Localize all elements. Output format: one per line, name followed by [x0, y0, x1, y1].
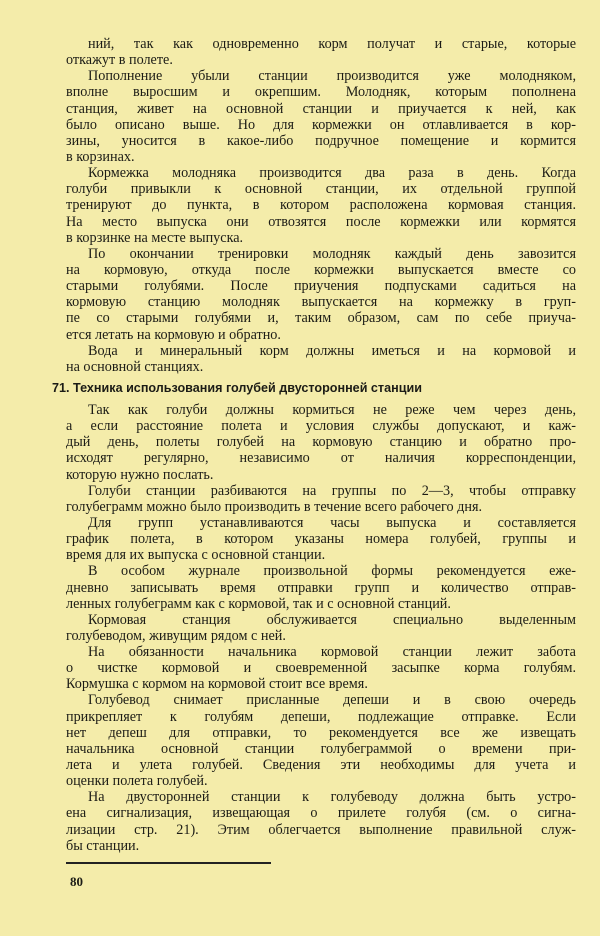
paragraph — [66, 612, 576, 644]
paragraph — [66, 483, 576, 515]
text-line: бы станции. — [66, 837, 140, 854]
text-line: начальника основной станции голубеграммой о времени при- — [66, 740, 576, 757]
text-line: зины, уносится в какое-либо подручное помещение и кормится — [66, 132, 576, 149]
text-line: а если расстояние полета и условия службы допускают, и каж- — [66, 418, 576, 435]
paragraph — [66, 68, 576, 165]
text-line: Кормежка молодняка производится два раза в день. Когда — [88, 165, 576, 182]
text-line: Голуби станции разбиваются на группы по 2—3, чтобы отправку — [88, 482, 576, 499]
paragraph — [66, 36, 576, 68]
page-body — [52, 36, 576, 854]
text-line: кормовую станцию молодняк выпускается на кормежку в груп- — [66, 294, 576, 311]
text-line: исходят регулярно, независимо от наличия корреспонденции, — [66, 450, 576, 467]
paragraph — [66, 515, 576, 563]
text-line: Пополнение убыли станции производится уже молодняком, — [88, 68, 576, 85]
text-line: На двусторонней станции к голубеводу должна быть устро- — [88, 789, 576, 806]
text-line: ется летать на кормовую и обратно. — [66, 326, 281, 343]
text-line: оценки полета голубей. — [66, 773, 208, 790]
text-line: лета и улета голубей. Сведения эти необходимы для учета и — [66, 757, 576, 774]
text-line: Так как голуби должны кормиться не реже чем через день, — [88, 401, 576, 418]
text-line: вполне выросшим и окрепшим. Молодняк, которым пополнена — [66, 84, 576, 101]
text-line: тренируют до пункта, в котором расположена кормовая станция. — [66, 197, 576, 214]
text-line: голуби привыкли к основной станции, их отдельной группой — [66, 181, 576, 198]
text-line: голубеграмм можно было производить в течение всего рабочего дня. — [66, 498, 483, 515]
text-line: на основной станциях. — [66, 358, 204, 375]
text-line: На обязанности начальника кормовой станции лежит забота — [88, 644, 576, 661]
paragraph — [66, 246, 576, 343]
text-line: Голубевод снимает присланные депеши и в свою очередь — [88, 692, 576, 709]
text-line: ний, так как одновременно корм получат и старые, которые — [88, 36, 576, 52]
text-line: Для групп устанавливаются часы выпуска и составляется — [88, 514, 576, 531]
text-line: На место выпуска они отвозятся после кормежки или кормятся — [66, 213, 576, 230]
page-number: 80 — [70, 874, 83, 889]
paragraph — [66, 343, 576, 375]
text-line: нет депеш для отправки, то рекомендуется все же извещать — [66, 724, 576, 741]
text-line: было описано выше. Но для кормежки он отлавливается в кор- — [66, 116, 576, 133]
footnote-rule — [66, 862, 271, 864]
text-line: график полета, в котором указаны номера голубей, группы и — [66, 531, 576, 548]
paragraph — [66, 165, 576, 246]
paragraph — [66, 692, 576, 789]
text-line: Кормовая станция обслуживается специально выделенным — [88, 611, 576, 628]
text-line: Вода и минеральный корм должны иметься и на кормовой и — [88, 342, 576, 359]
text-line: в корзинах. — [66, 148, 135, 165]
text-line: ена сигнализация, извещающая о прилете голубя (см. о сигна- — [66, 805, 576, 822]
text-section-after-heading — [66, 402, 576, 854]
paragraph — [66, 563, 576, 611]
text-line: о чистке кормовой и своевременной засыпке корма голубям. — [66, 660, 576, 677]
text-line: голубеводом, живущим рядом с ней. — [66, 627, 286, 644]
text-line: Кормушка с кормом на кормовой стоит все время. — [66, 676, 368, 693]
text-line: По окончании тренировки молодняк каждый день завозится — [88, 245, 576, 262]
paragraph — [66, 402, 576, 483]
paragraph — [66, 789, 576, 854]
text-line: лизации стр. 21). Этим облегчается выполнение правильной служ- — [66, 821, 576, 838]
text-section-before-heading — [66, 36, 576, 375]
text-line: ленных голубеграмм как с кормовой, так и с основной станций. — [66, 595, 451, 612]
text-line: время для их выпуска с основной станции. — [66, 547, 326, 564]
text-line: в корзинке на месте выпуска. — [66, 229, 244, 246]
paragraph — [66, 644, 576, 692]
section-heading: 71. Техника использования голубей двусторонней станции — [52, 380, 422, 395]
text-line: станция, живет на основной станции и приучается к ней, как — [66, 100, 576, 117]
text-line: дневно записывать время отправки групп и количество отправ- — [66, 579, 576, 596]
text-line: дый день, полеты голубей на кормовую станцию и обратно про- — [66, 434, 576, 451]
text-line: старыми голубями. После приучения подпусками садиться на — [66, 278, 576, 295]
text-line: пе со старыми голубями и, таким образом, сам по себе приуча- — [66, 310, 576, 327]
text-line: В особом журнале произвольной формы рекомендуется еже- — [88, 563, 576, 580]
text-line: на кормовую, откуда после кормежки выпускается вместе со — [66, 261, 576, 278]
text-line: которую нужно послать. — [66, 466, 214, 483]
footer — [66, 862, 576, 876]
text-line: откажут в полете. — [66, 52, 173, 69]
text-line: прикрепляет к голубям депеши, подлежащие отправке. Если — [66, 708, 576, 725]
